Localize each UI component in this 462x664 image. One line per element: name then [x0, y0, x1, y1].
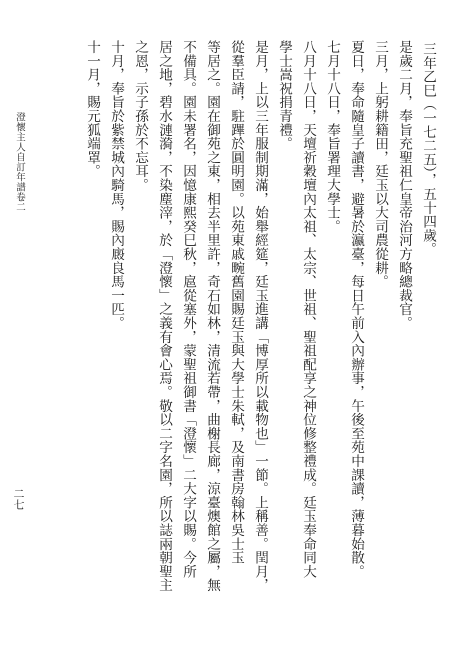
text-column-6: 八月十八日，天壇祈穀壇內太祖、太宗、世祖、聖祖配享之神位修整禮成。廷玉奉命同大	[300, 40, 316, 579]
text-block	[62, 34, 434, 614]
text-column-11: 不備具。園未署名，因憶康熙癸巳秋，扈從塞外，蒙聖祖御書「澄懷」二大字以賜。今所	[180, 40, 196, 579]
text-column-5: 七月十八日，奉旨署理大學士。	[324, 40, 340, 234]
text-column-8: 是月，上以三年服制期滿，始舉經筵，廷玉進講「博厚所以載物也」一節。上稱善。閏月，	[252, 40, 268, 592]
running-title: 澄懷主人自訂年譜卷二	[14, 112, 25, 212]
text-column-13: 之恩，示子孫於不忘耳。	[132, 40, 148, 192]
text-column-15: 十一月，賜元狐端罩。	[84, 40, 100, 178]
text-column-10: 等居之。園在御苑之東，相去半里許，奇石如林，清流若帶，曲榭長廊，涼臺燠館之屬，無	[204, 40, 220, 592]
text-column-12: 居之地，碧水漣漪，不染塵滓，於「澄懷」之義有會心焉。敬以二字名園，所以誌兩朝聖主	[156, 40, 172, 592]
text-column-9: 從羣臣請，駐蹕於圓明園。以苑東戚畹舊園賜廷玉與大學士朱軾，及南書房翰林吳士玉	[228, 40, 244, 565]
text-column-1: 三年乙巳（一七二五），五十四歲。	[420, 42, 436, 256]
text-column-3: 三月，上躬耕籍田，廷玉以大司農從耕。	[372, 40, 388, 289]
text-column-2: 是歲二月，奉旨充聖祖仁皇帝治河方略總裁官。	[396, 40, 412, 330]
text-column-14: 十月，奉旨於紫禁城內騎馬，賜內廄良馬一匹。	[108, 40, 124, 330]
text-column-7: 學士嵩祝捐青禮。	[276, 40, 292, 151]
text-column-4: 夏日，奉命隨皇子讀書，避暑於瀛臺，每日午前入內辦事，午後至苑中課讀，薄暮始散。	[348, 40, 364, 579]
page-number: 二七	[12, 488, 25, 510]
